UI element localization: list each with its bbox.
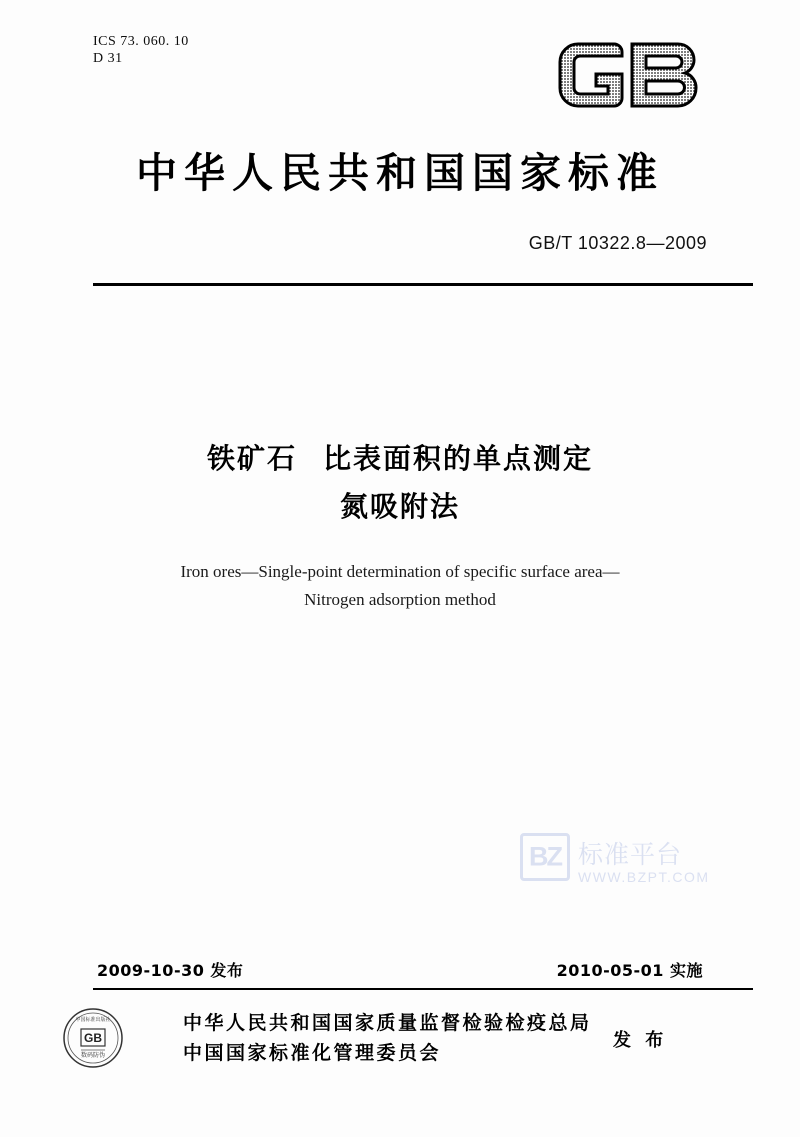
watermark-badge-text: BZ xyxy=(529,841,561,872)
footer-divider xyxy=(93,988,753,990)
anti-counterfeit-seal-icon xyxy=(62,1007,124,1069)
title-english xyxy=(0,558,800,614)
watermark-badge-icon xyxy=(520,833,570,881)
classification-code: D 31 xyxy=(93,51,123,66)
ics-block xyxy=(93,33,189,67)
title-english-line2: Nitrogen adsorption method xyxy=(304,590,496,609)
header-divider xyxy=(93,283,753,286)
title-chinese-part2: 比表面积的单点测定 xyxy=(323,442,594,475)
ics-code: ICS 73. 060. 10 xyxy=(93,34,189,49)
svg-text:中国标准出版社: 中国标准出版社 xyxy=(75,1017,111,1023)
svg-text:数码防伪: 数码防伪 xyxy=(80,1052,106,1059)
title-chinese-part1: 铁矿石 xyxy=(206,442,297,475)
watermark xyxy=(520,833,750,895)
issue-date: 2009-10-30 发布 xyxy=(97,961,244,980)
gb-logo xyxy=(552,36,712,114)
watermark-url: WWW.BZPT.COM xyxy=(578,869,710,885)
title-english-line1: Iron ores—Single-point determination of specific surface area— xyxy=(180,562,620,581)
title-chinese-line2: 氮吸附法 xyxy=(339,490,460,523)
publish-verb: 发 布 xyxy=(613,1030,668,1051)
publisher-line1: 中华人民共和国国家质量监督检验检疫总局 xyxy=(183,1012,592,1034)
svg-text:GB: GB xyxy=(84,1031,102,1045)
national-standard-header: 中华人民共和国国家标准 xyxy=(136,149,664,197)
publisher-block xyxy=(183,1008,592,1068)
watermark-text: 标准平台 xyxy=(578,840,683,869)
implementation-date: 2010-05-01 实施 xyxy=(556,961,703,980)
standard-number: GB/T 10322.8—2009 xyxy=(528,233,707,253)
title-chinese xyxy=(0,437,800,529)
publisher-line2: 中国国家标准化管理委员会 xyxy=(183,1042,442,1064)
